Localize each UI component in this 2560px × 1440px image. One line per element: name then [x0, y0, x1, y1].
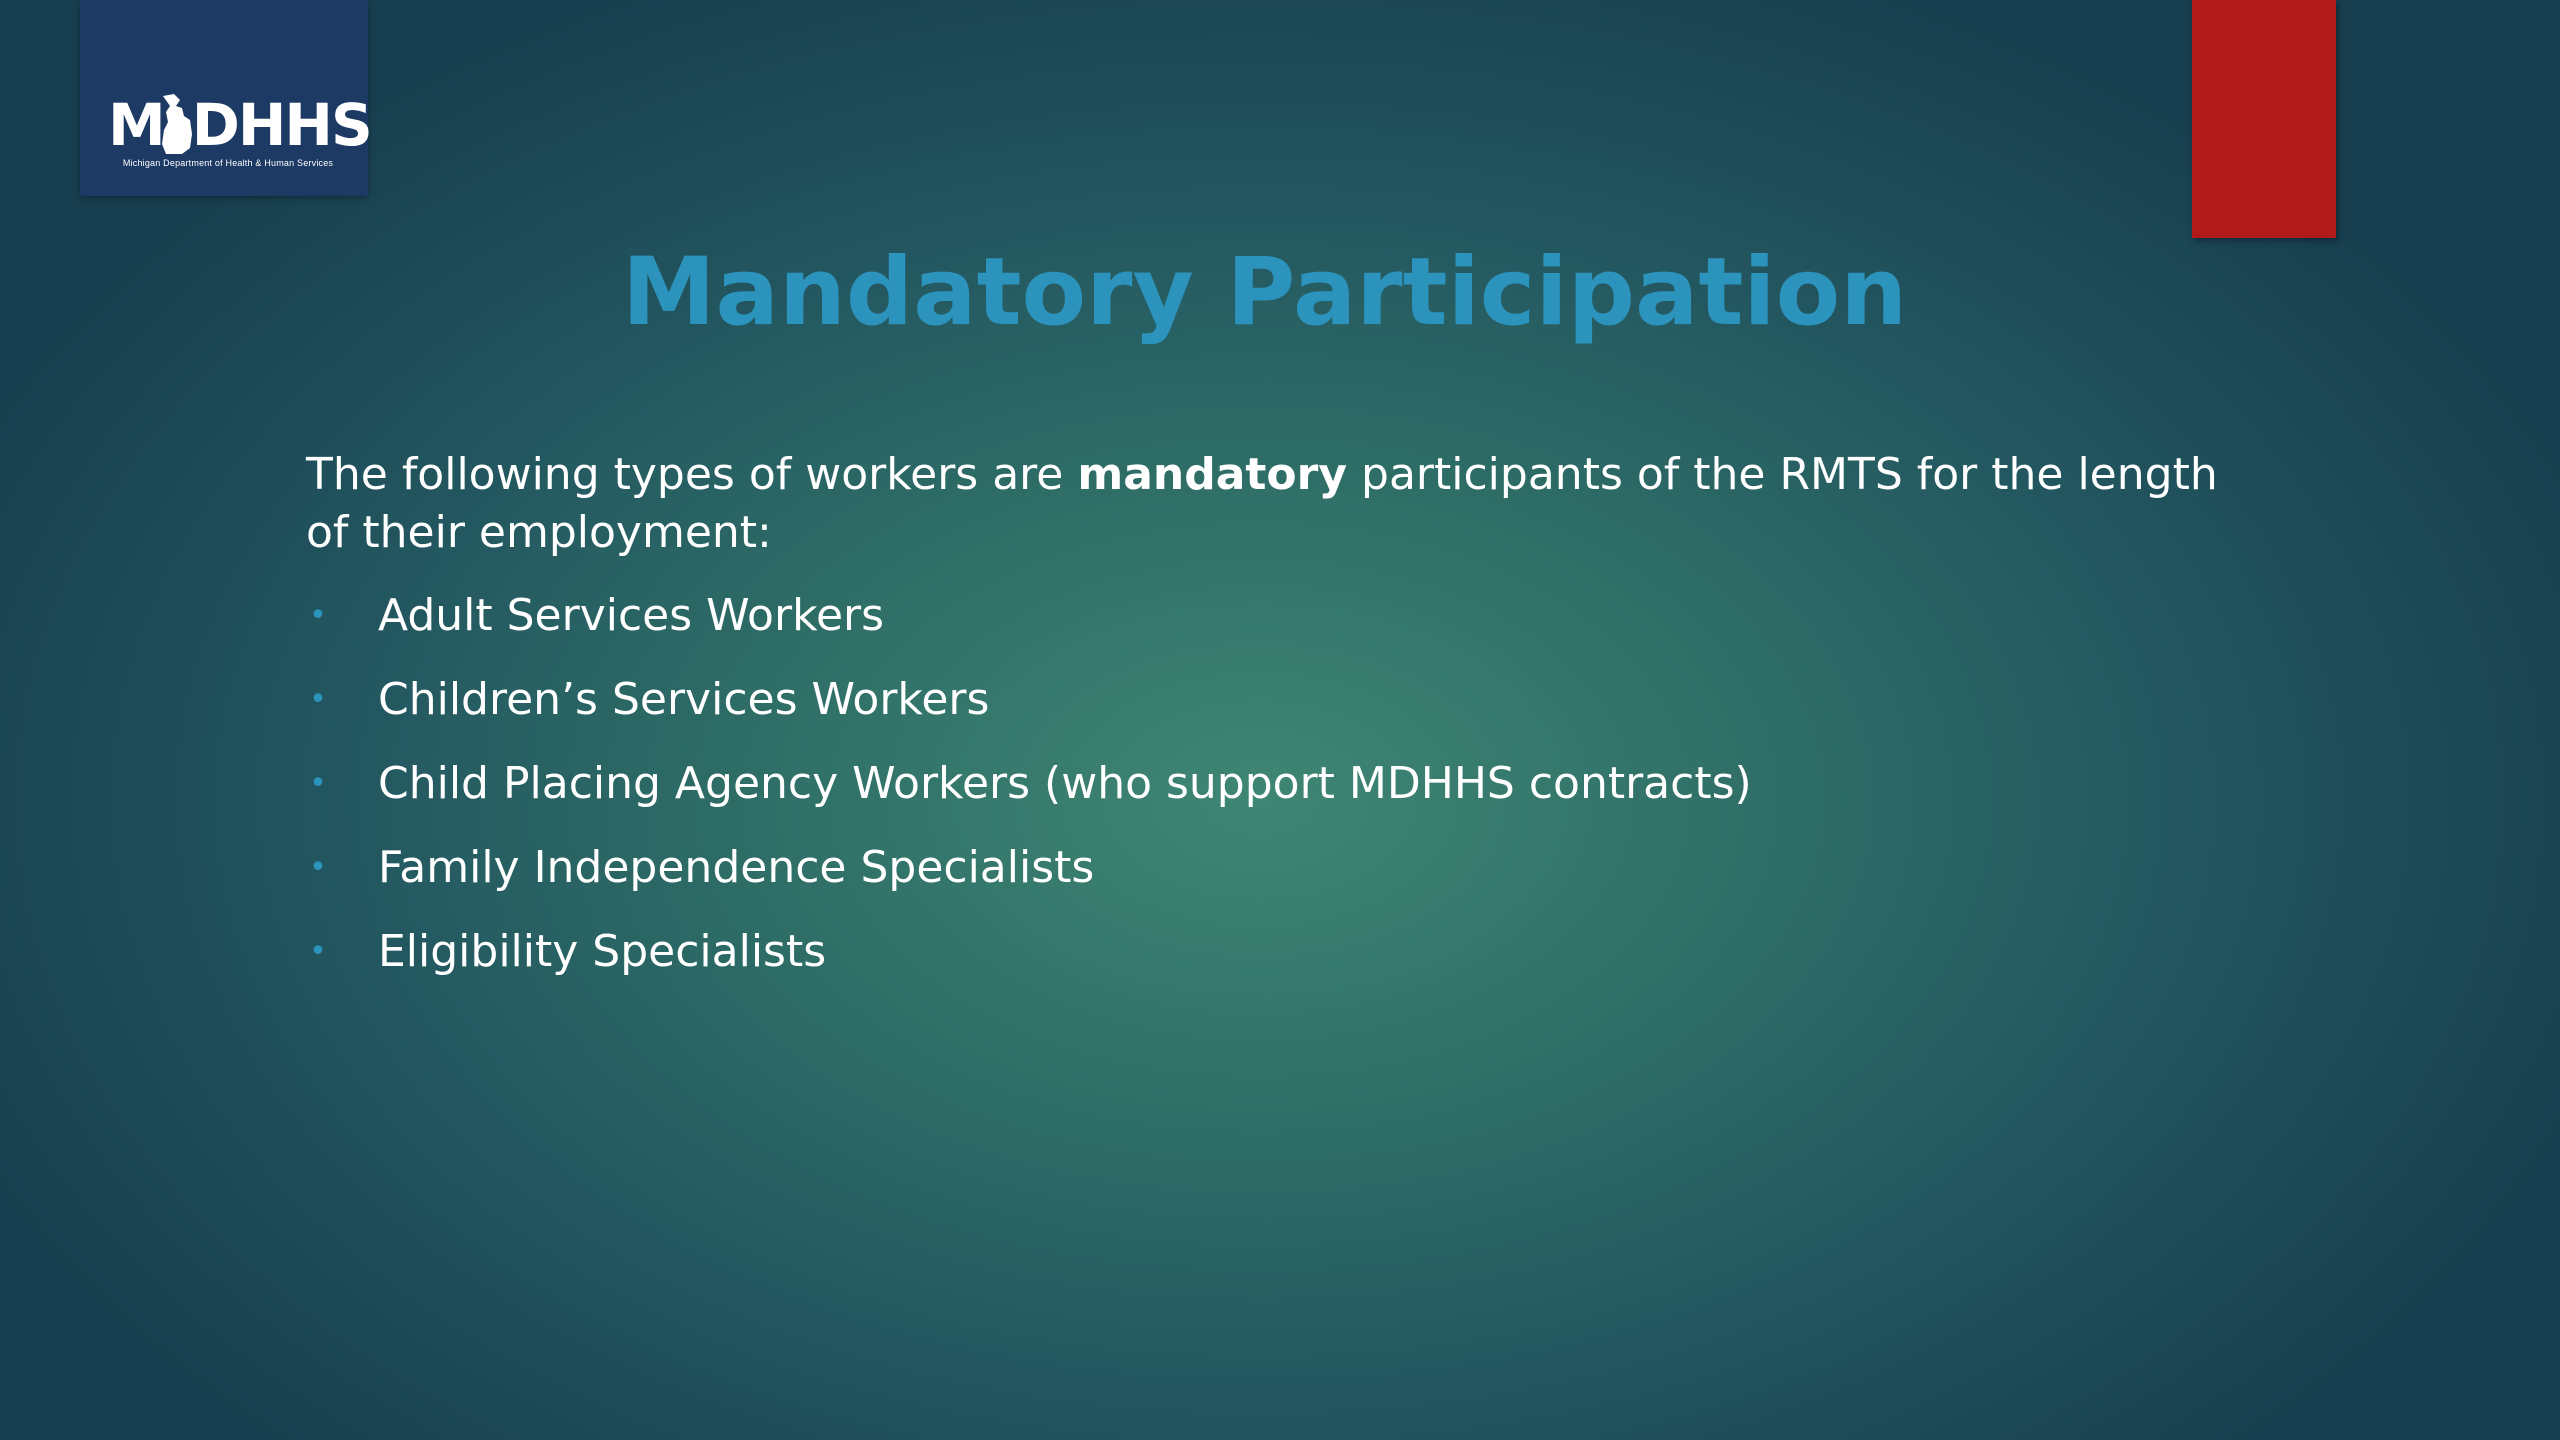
list-item-label: Children’s Services Workers: [378, 674, 990, 725]
michigan-silhouette-icon: [160, 94, 194, 154]
list-item: [306, 922, 2246, 1006]
red-accent-tab: [2192, 0, 2336, 238]
list-item-label: Adult Services Workers: [378, 590, 885, 641]
list-item: [306, 586, 2246, 670]
mdhhs-logo: [80, 0, 371, 196]
list-item: [306, 838, 2246, 922]
list-item: [306, 670, 2246, 754]
intro-emphasis: mandatory: [1077, 449, 1348, 500]
slide-title: Mandatory Participation: [622, 238, 1908, 347]
intro-text-end: participants of the RMTS for the length of their employment:: [306, 449, 2218, 558]
bullet-dot-icon: •: [309, 682, 327, 717]
list-item-label: Child Placing Agency Workers (who support MDHHS contracts): [378, 758, 1752, 809]
intro-paragraph: [306, 446, 2246, 562]
bullet-dot-icon: •: [309, 850, 327, 885]
logo-letter-m: M: [108, 91, 164, 159]
list-item-label: Family Independence Specialists: [378, 842, 1095, 893]
bullet-dot-icon: •: [309, 598, 327, 633]
bullet-dot-icon: •: [309, 934, 327, 969]
worker-type-list: [306, 586, 2246, 1006]
bullet-dot-icon: •: [309, 766, 327, 801]
list-item: [306, 754, 2246, 838]
list-item-label: Eligibility Specialists: [378, 926, 827, 977]
intro-text-start: The following types of workers are: [306, 449, 1078, 500]
logo-wordmark: [108, 74, 371, 159]
logo-letters-dhhs: DHHS: [191, 91, 371, 159]
logo-subtitle: Michigan Department of Health & Human Services: [122, 158, 334, 168]
